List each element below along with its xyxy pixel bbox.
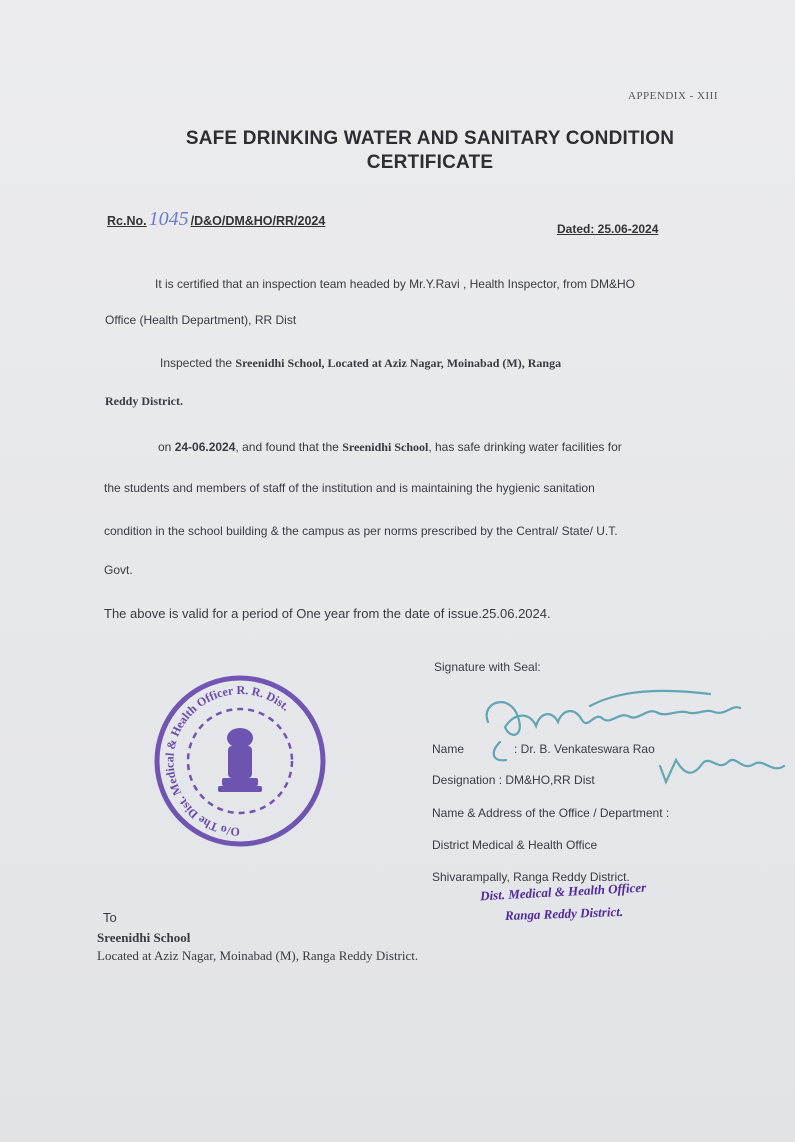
recipient-name: Sreenidhi School xyxy=(97,930,191,945)
name-label: Name xyxy=(432,742,465,756)
seal-stamp-line2: Ranga Reddy District. xyxy=(504,903,624,924)
reference-number xyxy=(107,208,325,231)
stamp-ring-text: O/o The Dist. Medical & Health Officer R. R. Dist. xyxy=(162,682,293,840)
body-line-4 xyxy=(158,440,622,455)
body-text: , and found that the xyxy=(235,440,343,454)
body-text: , has safe drinking water facilities for xyxy=(428,440,622,454)
body-line-2: Office (Health Department), RR Dist xyxy=(105,313,297,327)
certificate-title-line2: CERTIFICATE xyxy=(366,152,494,173)
body-line-7: Govt. xyxy=(104,563,133,577)
body-line-3 xyxy=(160,356,561,371)
ref-handwritten-number: 1045 xyxy=(148,208,189,230)
inspection-date: 24-06.2024 xyxy=(174,440,236,454)
emblem-icon xyxy=(218,728,262,792)
body-line-1: It is certified that an inspection team headed by Mr.Y.Ravi , Health Inspector, from DM&HO xyxy=(155,277,635,291)
validity-statement: The above is valid for a period of One year from the date of issue.25.06.2024. xyxy=(104,606,551,621)
appendix-label: APPENDIX - XIII xyxy=(628,90,718,102)
body-line-3b xyxy=(105,394,183,409)
school-name-bold: Sreenidhi School, Located at Aziz Nagar, Moinabad (M), Ranga xyxy=(235,356,562,370)
district-bold: Reddy District. xyxy=(105,394,183,408)
body-line-6: condition in the school building & the campus as per norms prescribed by the Central/ State/ U.T. xyxy=(104,524,618,538)
office-address: Shivarampally, Ranga Reddy District. xyxy=(432,870,630,884)
school-name-bold: Sreenidhi School xyxy=(342,440,429,454)
office-name: District Medical & Health Office xyxy=(432,838,598,852)
seal-stamp-line1: Dist. Medical & Health Officer xyxy=(479,879,647,904)
body-line-5: the students and members of staff of the institution and is maintaining the hygienic sanitation xyxy=(104,481,595,495)
officer-designation: Designation : DM&HO,RR Dist xyxy=(432,773,595,787)
ref-suffix: /D&O/DM&HO/RR/2024 xyxy=(190,214,326,228)
ref-prefix: Rc.No. xyxy=(107,214,147,228)
office-label: Name & Address of the Office / Department : xyxy=(432,806,670,820)
signature-label: Signature with Seal: xyxy=(434,660,541,674)
body-text: Inspected the xyxy=(160,356,236,370)
to-label: To xyxy=(103,910,117,925)
issue-date: Dated: 25.06-2024 xyxy=(557,222,659,236)
certificate-title: SAFE DRINKING WATER AND SANITARY CONDITION xyxy=(185,128,675,149)
svg-text:O/o The Dist. Medical & Health xyxy=(162,683,292,839)
name-value: : Dr. B. Venkateswara Rao xyxy=(514,742,655,756)
body-text: on xyxy=(158,440,175,454)
official-stamp xyxy=(148,668,333,858)
recipient-address: Located at Aziz Nagar, Moinabad (M), Ranga Reddy District. xyxy=(97,948,419,963)
officer-name xyxy=(432,742,655,756)
